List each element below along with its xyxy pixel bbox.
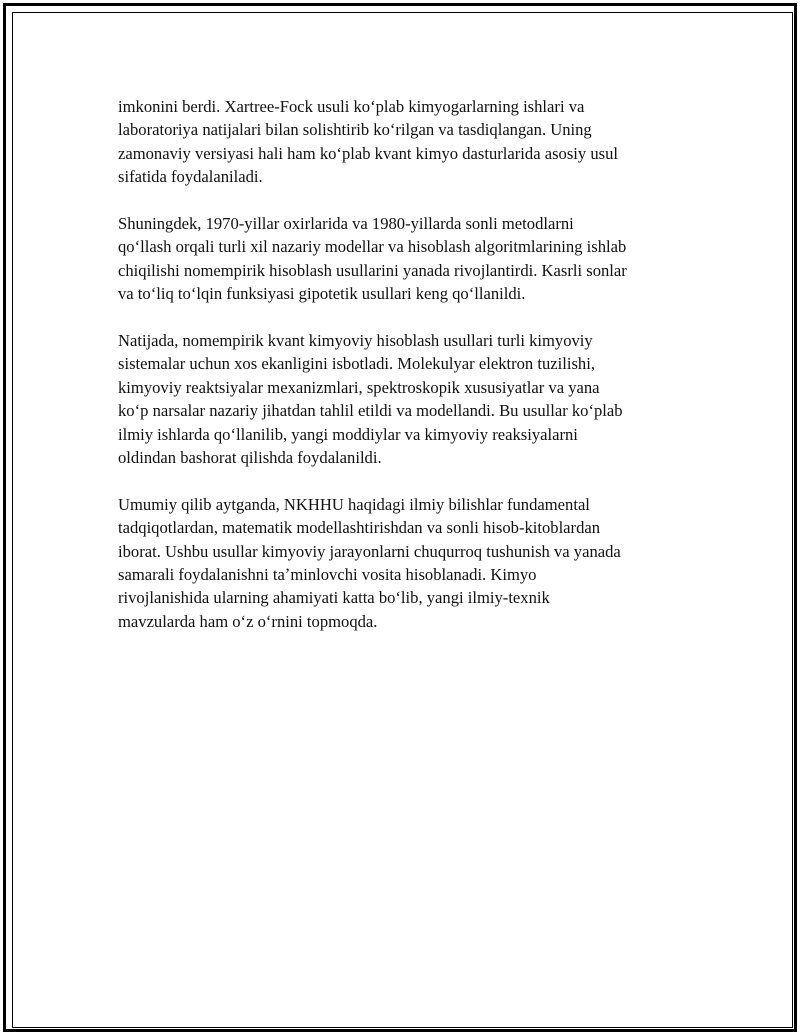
text-line: chiqilishi nomempirik hisoblash usullarini yanada rivojlantirdi. Kasrli sonlar [118, 260, 627, 280]
text-line: kimyoviy reaktsiyalar mexanizmlari, spektroskopik xususiyatlar va yana [118, 377, 600, 397]
text-line: Natijada, nomempirik kvant kimyoviy hisoblash usullari turli kimyoviy [118, 331, 593, 351]
text-line: iborat. Ushbu usullar kimyoviy jarayonlarni chuqurroq tushunish va yanada [118, 541, 621, 561]
text-line: qoʻllash orqali turli xil nazariy modellar va hisoblash algoritmlarining ishlab [118, 237, 627, 257]
text-line: ilmiy ishlarda qoʻllanilib, yangi moddiylar va kimyoviy reaksiyalarni [118, 424, 578, 444]
text-line: mavzularda ham oʻz oʻrnini topmoqda. [118, 611, 378, 631]
text-line: imkonini berdi. Xartree-Fock usuli koʻplab kimyogarlarning ishlari va [118, 97, 585, 116]
text-line: sifatida foydalaniladi. [118, 167, 263, 187]
text-line: sistemalar uchun xos ekanligini isbotladi. Molekulyar elektron tuzilishi, [118, 354, 595, 374]
text-line: zamonaviy versiyasi hali ham koʻplab kvant kimyo dasturlarida asosiy usul [118, 143, 619, 163]
text-line: Shuningdek, 1970-yillar oxirlarida va 1980-yillarda sonli metodlarni [118, 214, 574, 234]
document-body [118, 95, 688, 657]
text-line: Umumiy qilib aytganda, NKHHU haqidagi ilmiy bilishlar fundamental [118, 494, 590, 514]
paragraph-3 [118, 329, 688, 469]
text-line: samarali foydalanishni taʼminlovchi vosita hisoblanadi. Kimyo [118, 565, 537, 585]
text-line: laboratoriya natijalari bilan solishtirib koʻrilgan va tasdiqlangan. Uning [118, 120, 592, 140]
paragraph-1 [118, 95, 688, 189]
paragraph-2 [118, 212, 688, 306]
paragraph-4 [118, 493, 688, 633]
text-line: va toʻliq toʻlqin funksiyasi gipotetik usullari keng qoʻllanildi. [118, 284, 526, 304]
text-line: rivojlanishida ularning ahamiyati katta boʻlib, yangi ilmiy-texnik [118, 588, 550, 608]
text-line: koʻp narsalar nazariy jihatdan tahlil etildi va modellandi. Bu usullar koʻplab [118, 401, 623, 421]
text-line: tadqiqotlardan, matematik modellashtirishdan va sonli hisob-kitoblardan [118, 518, 601, 538]
text-line: oldindan bashorat qilishda foydalanildi. [118, 448, 382, 468]
